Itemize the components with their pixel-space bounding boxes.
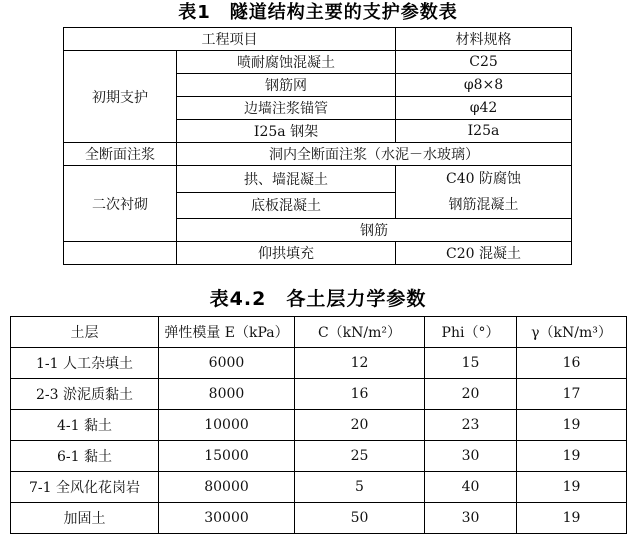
item-cell: 钢筋网: [177, 74, 396, 97]
cell-elastic-modulus: 10000: [159, 410, 295, 441]
table-row: [64, 242, 572, 265]
cell-unit-weight: 17: [517, 379, 627, 410]
cell-friction-angle: 20: [425, 379, 517, 410]
table-row: [11, 379, 627, 410]
cell-elastic-modulus: 6000: [159, 348, 295, 379]
item-cell: 仰拱填充: [177, 242, 396, 265]
table2-title: 表4.2 各土层力学参数: [209, 288, 427, 310]
header-item: 工程项目: [64, 28, 396, 51]
cell-elastic-modulus: 80000: [159, 472, 295, 503]
item-cell: 底板混凝土: [177, 192, 396, 219]
spec-cell: C25: [396, 51, 572, 74]
soil-parameters-table: [10, 316, 627, 534]
item-cell: 喷耐腐蚀混凝土: [177, 51, 396, 74]
table-row: [11, 503, 627, 534]
table-row: [64, 166, 572, 193]
spec-cell: C40 防腐蚀 钢筋混凝土: [396, 166, 572, 219]
header-friction-angle: Phi（°）: [425, 317, 517, 348]
cell-cohesion: 16: [295, 379, 425, 410]
cell-unit-weight: 19: [517, 410, 627, 441]
cell-unit-weight: 16: [517, 348, 627, 379]
spec-cell: C20 混凝土: [396, 242, 572, 265]
cell-unit-weight: 19: [517, 503, 627, 534]
cell-unit-weight: 19: [517, 472, 627, 503]
table-row: [11, 472, 627, 503]
table-row: [64, 143, 572, 166]
table-row: [64, 51, 572, 74]
table-header-row: [11, 317, 627, 348]
table-row: [11, 441, 627, 472]
cell-soil-layer: 4-1 黏土: [11, 410, 159, 441]
cell-elastic-modulus: 15000: [159, 441, 295, 472]
item-cell: 边墙注浆锚管: [177, 97, 396, 120]
cell-elastic-modulus: 30000: [159, 503, 295, 534]
cell-unit-weight: 19: [517, 441, 627, 472]
empty-cell: [64, 242, 177, 265]
cell-soil-layer: 2-3 淤泥质黏土: [11, 379, 159, 410]
group-secondary-lining: 二次衬砌: [64, 166, 177, 242]
table-row: [11, 410, 627, 441]
group-full-grouting: 全断面注浆: [64, 143, 177, 166]
cell-soil-layer: 7-1 全风化花岗岩: [11, 472, 159, 503]
item-cell: I25a 钢架: [177, 120, 396, 143]
cell-friction-angle: 30: [425, 441, 517, 472]
table1-title: 表1 隧道结构主要的支护参数表: [178, 2, 458, 23]
support-parameters-table: [63, 27, 572, 265]
cell-cohesion: 12: [295, 348, 425, 379]
cell-friction-angle: 30: [425, 503, 517, 534]
item-cell: 钢筋: [177, 219, 572, 242]
cell-cohesion: 50: [295, 503, 425, 534]
cell-friction-angle: 40: [425, 472, 517, 503]
spec-cell: φ42: [396, 97, 572, 120]
cell-friction-angle: 23: [425, 410, 517, 441]
cell-soil-layer: 加固土: [11, 503, 159, 534]
cell-soil-layer: 1-1 人工杂填土: [11, 348, 159, 379]
cell-cohesion: 5: [295, 472, 425, 503]
spec-cell: φ8×8: [396, 74, 572, 97]
cell-soil-layer: 6-1 黏土: [11, 441, 159, 472]
cell-cohesion: 25: [295, 441, 425, 472]
cell-cohesion: 20: [295, 410, 425, 441]
table-row: [11, 348, 627, 379]
cell-elastic-modulus: 8000: [159, 379, 295, 410]
cell-friction-angle: 15: [425, 348, 517, 379]
header-unit-weight: γ（kN/m³）: [517, 317, 627, 348]
header-soil-layer: 土层: [11, 317, 159, 348]
header-spec: 材料规格: [396, 28, 572, 51]
header-cohesion: C（kN/m²）: [295, 317, 425, 348]
header-elastic-modulus: 弹性模量 E（kPa）: [159, 317, 295, 348]
group-initial-support: 初期支护: [64, 51, 177, 143]
spec-cell: I25a: [396, 120, 572, 143]
spec-cell: 洞内全断面注浆（水泥－水玻璃）: [177, 143, 572, 166]
table-header-row: [64, 28, 572, 51]
item-cell: 拱、墙混凝土: [177, 166, 396, 193]
